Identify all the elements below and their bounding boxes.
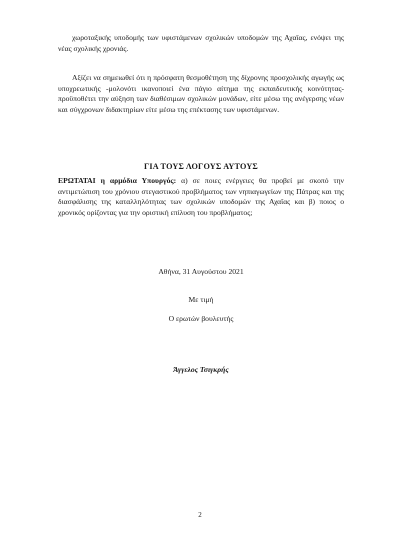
- role-line: Ο ερωτών βουλευτής: [168, 314, 234, 323]
- date-line: Αθήνα, 31 Αυγούστου 2021: [158, 267, 244, 276]
- regards-line: Με τιμή: [188, 295, 214, 304]
- body-paragraph-1: χωροταξικής υποδομής των υφιστάμενων σχολικών υποδομών της Αχαΐας, ενόψει της νέας σχολικής χρονιάς.: [58, 33, 344, 53]
- question-paragraph: [58, 176, 344, 218]
- signature-name: Άγγελος Τσιγκρής: [173, 365, 229, 374]
- question-lead: ΕΡΩΤΑΤΑΙ η αρμόδια Υπουργός:: [58, 176, 177, 185]
- body-paragraph-2: Αξίζει να σημειωθεί ότι η πρόσφατη θεσμοθέτηση της δίχρονης προσχολικής αγωγής ως υποχρεωτικής -μολονότι ικανοποιεί ένα πάγιο αίτημα της εκπαιδευτικής κοινότητας- προϋποθέτει την αύξηση των διαθέσιμων σχολικών μονάδων, είτε μέσω της ανέγερσης νέων και σύγχρονων διδακτηρίων είτε μέσω της επέκτασης των υφιστάμενων.: [58, 73, 344, 114]
- question-body: α) σε ποιες ενέργειες θα προβεί με σκοπό την αντιμετώπιση του χρόνιου στεγαστικού προβλήματος των νηπιαγωγείων της Πάτρας και της διασφάλισης της καταλληλότητας των σχολικών υποδομών της Αχαΐας και β) ποιος ο χρονικός ορίζοντας για την οριστική επίλυση του προβλήματος;: [58, 176, 344, 217]
- page-number: 2: [198, 511, 202, 519]
- section-heading: ΓΙΑ ΤΟΥΣ ΛΟΓΟΥΣ ΑΥΤΟΥΣ: [144, 162, 258, 171]
